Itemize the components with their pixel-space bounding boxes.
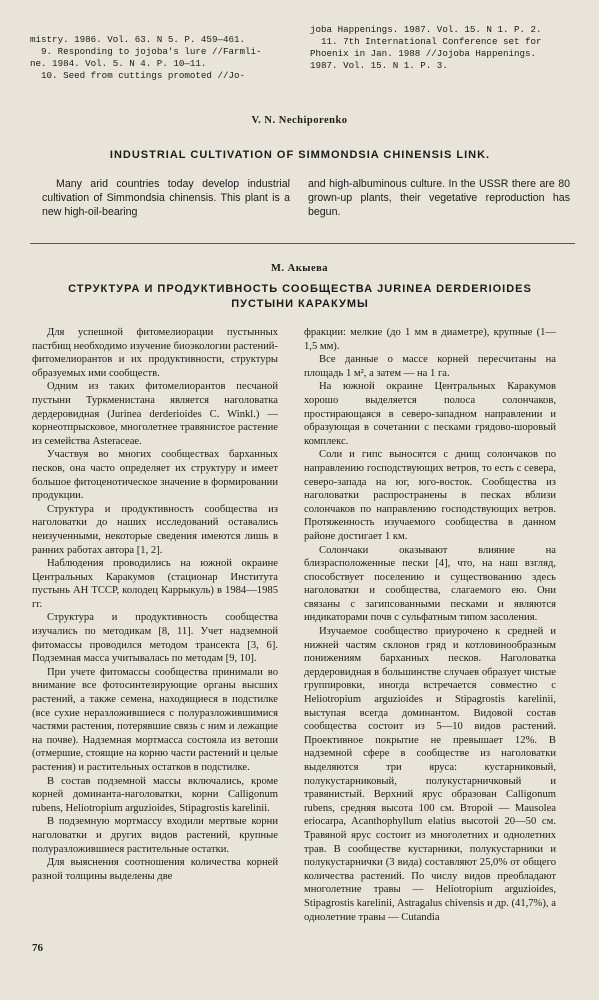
paragraph: Для успешной фитомелиорации пустынных пастбищ необходимо изучение биоэкологии растений-фитомелиорантов и их продуктивности, структуры образуемых ими сообществ. bbox=[32, 327, 278, 379]
russian-title: СТРУКТУРА И ПРОДУКТИВНОСТЬ СООБЩЕСТВА JURINEA DERDERIOIDES ПУСТЫНИ КАРАКУМЫ bbox=[68, 283, 532, 310]
english-abstract-text-right: and high-albuminous culture. In the USSR there are 80 grown-up plants, their vegetative reproduction has begun. bbox=[308, 178, 570, 218]
paragraph: Для выяснения соотношения количества корней разной толщины выделены две bbox=[32, 857, 278, 882]
paragraph: Соли и гипс выносятся с днищ солончаков по направлению господствующих ветров, то есть с севера, северо-запада на юг, юго-восток. Сообщества из наголоватки распространены в песках вблизи солончаков по направлению господствующих ветров. Протяженность изучаемого сообщества в данном районе достигает 1 км. bbox=[304, 449, 556, 542]
article-column-right bbox=[304, 326, 556, 924]
paragraph: В состав подземной массы включались, кроме корней доминанта-наголоватки, корни Calligonum rubens, Heliotropium arguzioides, Stipagrostis karelinii. bbox=[32, 775, 278, 814]
top-references-right bbox=[310, 24, 580, 72]
reference-text-left: mistry. 1986. Vol. 63. N 5. P. 459—461. 9. Responding to jojoba's lure //Farmli- ne. 1984. Vol. 5. N 4. P. 10—11. 10. Seed from cuttings promoted //Jo- bbox=[30, 34, 262, 81]
paragraph: В подземную мортмассу входили мертвые корни наголоватки и других видов растений, крупные полуразложившиеся растительные остатки. bbox=[32, 816, 278, 855]
paragraph: Одним из таких фитомелиорантов песчаной пустыни Туркменистана является наголоватка дердеровидная (Jurinea derderioides C. Winkl.) — корнеотпрысковое, многолетнее травянистое растение из семейства Asteraceae. bbox=[32, 381, 278, 447]
paragraph: Изучаемое сообщество приурочено к средней и нижней частям склонов гряд и котловинообразным понижениям барханных песков. Наголоватка дердеровидная в большинстве случаев образует чистые группировки, иногда встречается совместно с Heliotropium arguzioides и Stipagrostis karelinii, выступая всегда доминантом. Видовой состав сообщества состоит из 5—10 видов растений. Проективное покрытие не превышает 12%. В надземной сфере в сообществе из наголоватки выделяются три яруса: кустарниковый, полукустарниковый, полукустарничковый и травянистый. Верхний ярус образован Calligonum rubens, средняя высота 100 см. Второй — Mausolea eriocarpa, Acanthophyllum elatius высотой 20—50 см. Травяной ярус состоит из многолетних и однолетних трав. В сообществе кустарники, полукустарники и полукустарнички (3 вида) составляют 25,0% от общего количества растений. По числу видов преобладают многолетние травы — Heliotropium arguzioides, Stipagrostis karelinii, Astragalus chivensis и др. (41,7%), а однолетние травы — Cutandia bbox=[304, 626, 556, 923]
english-author: V. N. Nechiporenko bbox=[251, 115, 348, 126]
russian-author: М. Акыева bbox=[270, 263, 329, 274]
page-number: 76 bbox=[32, 942, 43, 954]
paragraph: Наблюдения проводились на южной окраине Центральных Каракумов (стационар Института пустынь АН ТССР, колодец Каррыкуль) в 1984—1985 гг. bbox=[32, 558, 278, 610]
section-divider bbox=[30, 243, 575, 244]
article-column-left bbox=[32, 326, 278, 883]
reference-text-right: joba Happenings. 1987. Vol. 15. N 1. P. 2. 11. 7th International Conference set for Phoenix in Jan. 1988 //Jojoba Happenings. 1987. Vol. 15. N 1. P. 3. bbox=[310, 24, 542, 71]
paragraph: Структура и продуктивность сообщества изучались по методикам [8, 11]. Учет надземной фитомассы проводился методом трансекта [3, 6]. Подземная масса учитывалась по методам [9, 10]. bbox=[32, 612, 278, 665]
paragraph: Участвуя во многих сообществах барханных песков, она часто определяет их структуру и имеет большое фитоценотическое значение в формировании продукции. bbox=[32, 449, 278, 502]
paragraph: Структура и продуктивность сообщества из наголоватки до наших исследований оставались неизученными, некоторые сведения имеются лишь в ранних работах автора [1, 2]. bbox=[32, 503, 278, 556]
top-references-left bbox=[30, 34, 298, 82]
paragraph: При учете фитомассы сообщества принимали во внимание все фотосинтезирующие органы высших растений, а также семена, находящиеся в подстилке (все сухие неразложившиеся с полуразложившимися частями растения, потерявшие связь с ним и лежащие на почве). Надземная мортмасса состояла из ветоши (отмершие, стоящие на корню части растений и целые растения) и растительных остатков в подстилке. bbox=[32, 666, 278, 773]
paragraph: Все данные о массе корней пересчитаны на площадь 1 м², а затем — на 1 га. bbox=[304, 354, 556, 379]
english-abstract-right bbox=[308, 178, 570, 219]
paragraph: На южной окраине Центральных Каракумов хорошо выделяется полоса солончаков, простирающаяся в северо-западном направлении и образующая в сочетании с песками грядово-шоровый комплекс. bbox=[304, 381, 556, 447]
paragraph: фракции: мелкие (до 1 мм в диаметре), крупные (1—1,5 мм). bbox=[304, 327, 556, 352]
english-title: INDUSTRIAL CULTIVATION OF SIMMONDSIA CHINENSIS LINK. bbox=[109, 149, 491, 161]
english-abstract-left bbox=[42, 178, 290, 219]
paragraph: Солончаки оказывают влияние на близрасположенные пески [4], что, на наш взгляд, способствует поселению и существованию здесь наголоватки и сообщества, слагаемого ею. Они связаны с загипсованными песками и являются индикаторами почв с сульфатным типом засоления. bbox=[304, 544, 556, 624]
english-abstract-text-left: Many arid countries today develop industrial cultivation of Simmondsia chinensis. This plant is a new high-oil-bearing bbox=[42, 178, 290, 218]
